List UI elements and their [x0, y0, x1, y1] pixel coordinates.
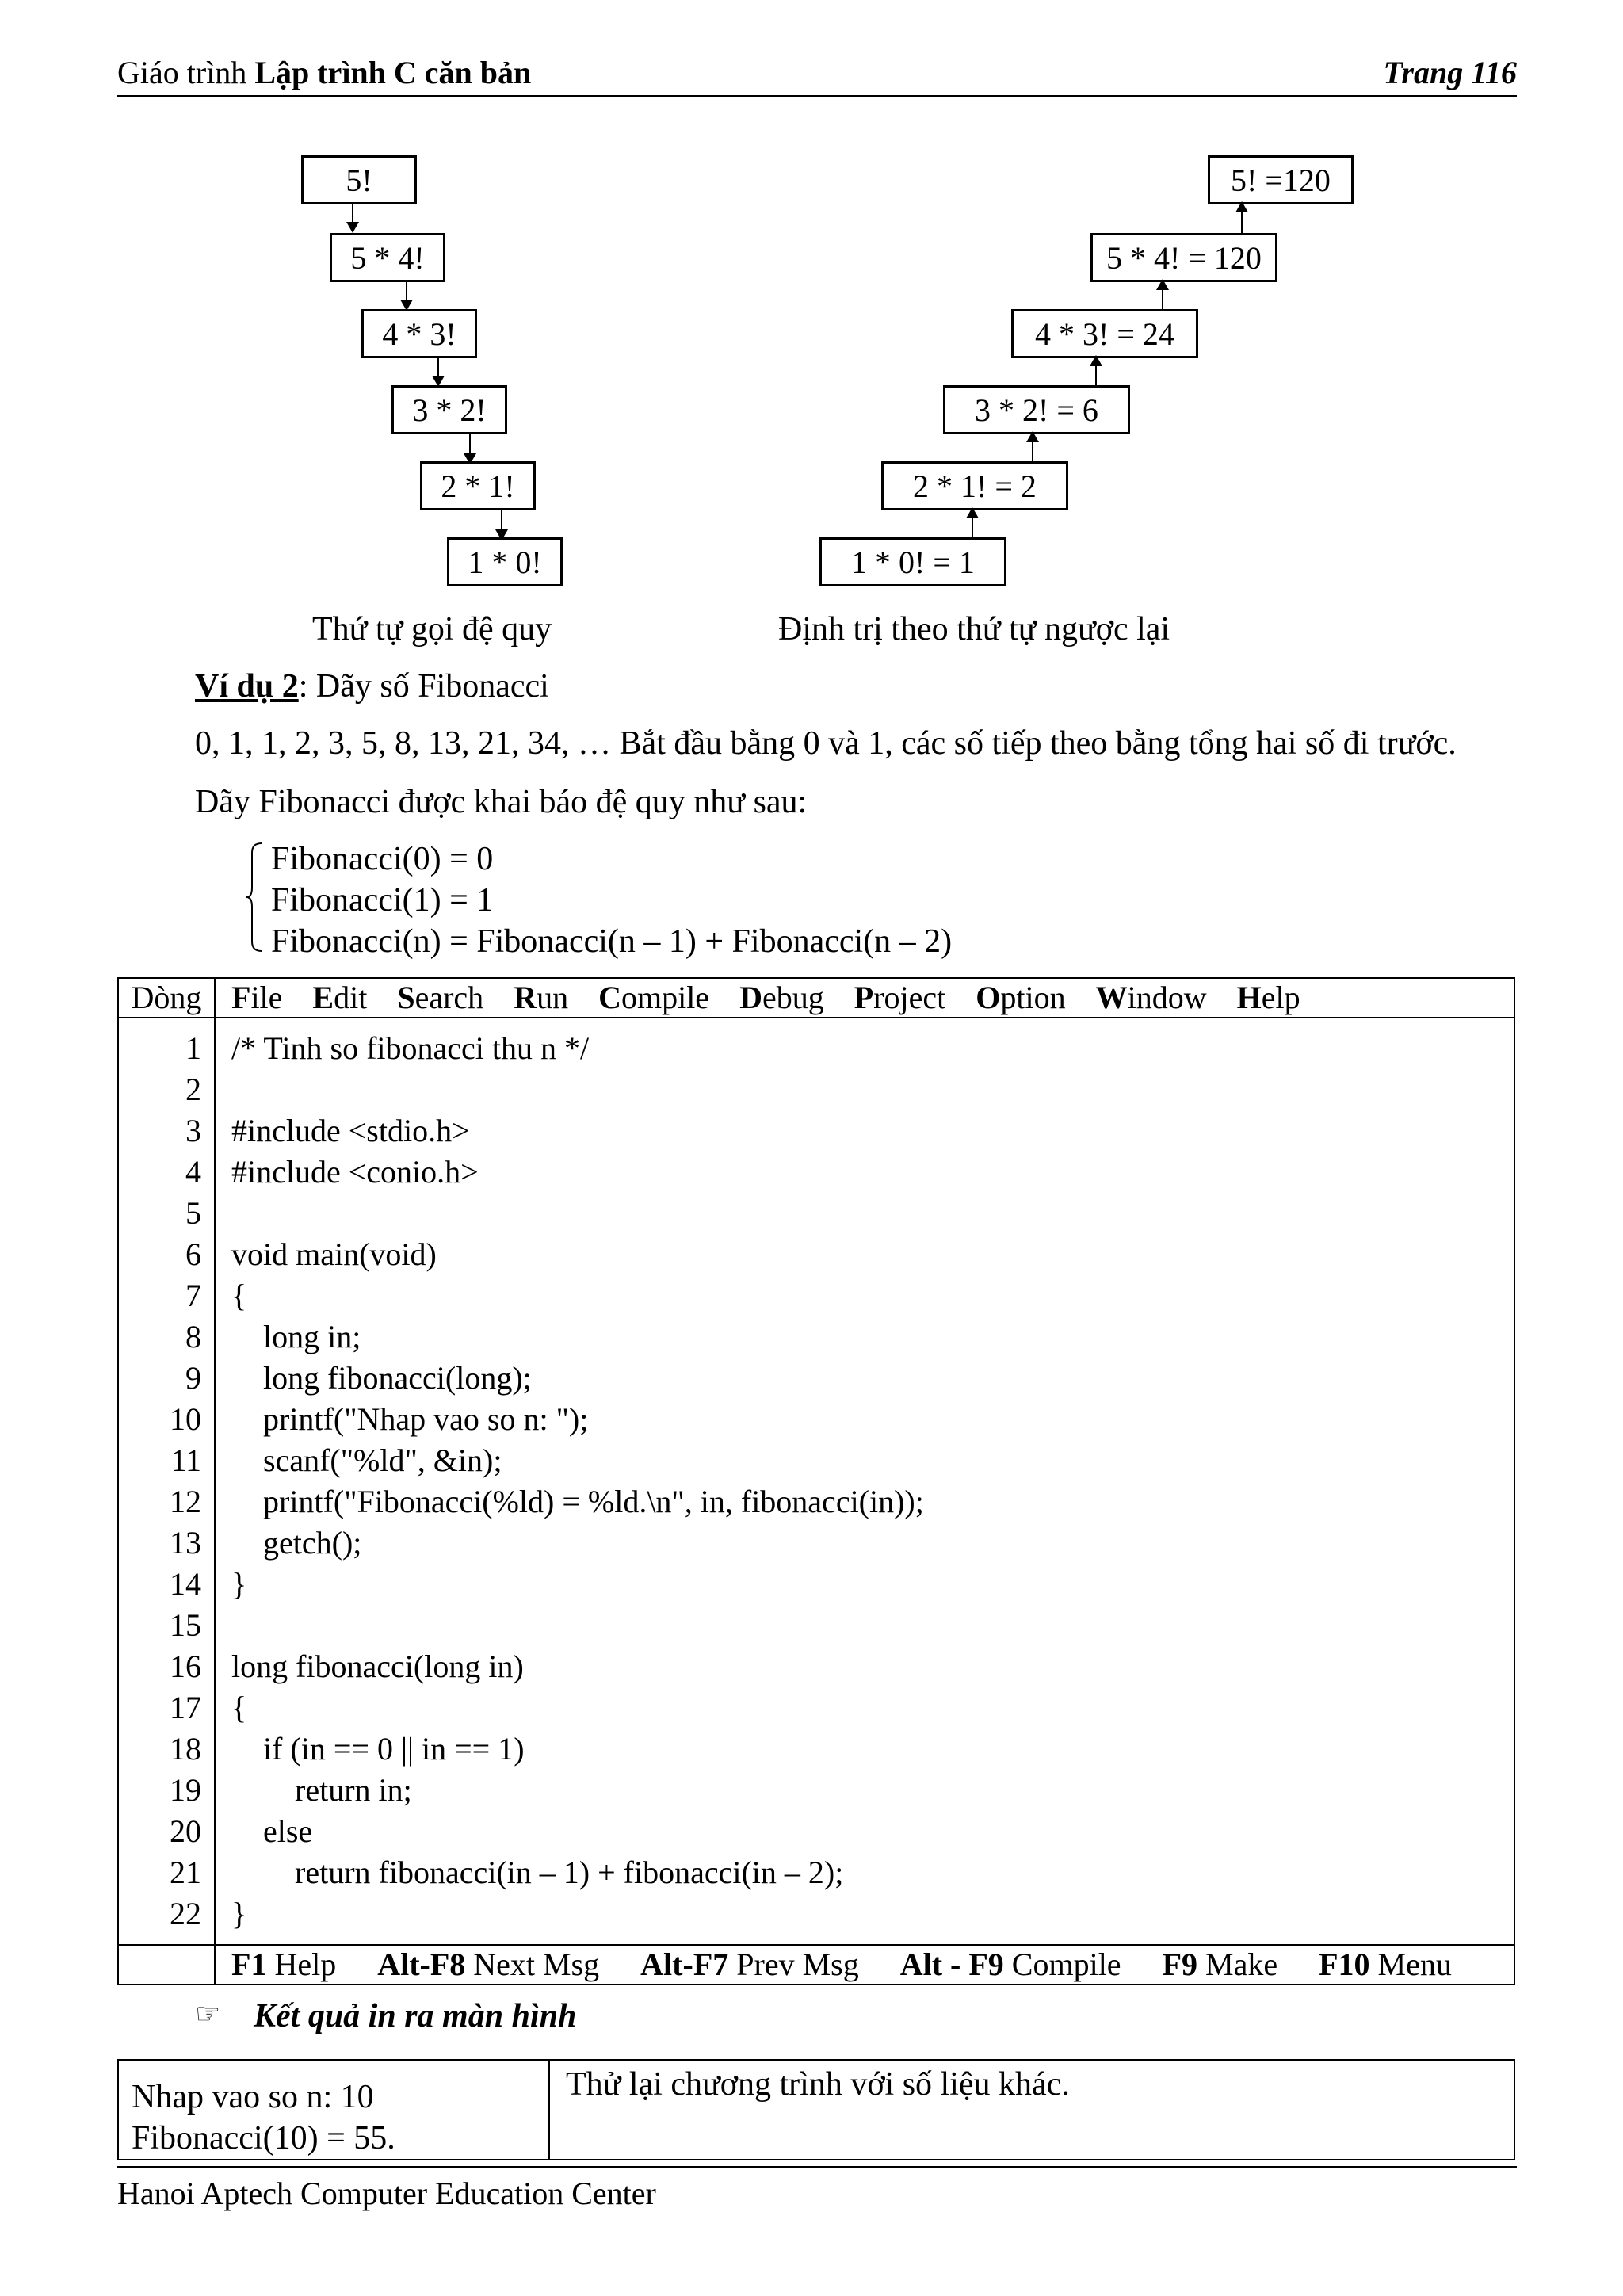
code-line: long in;	[231, 1319, 361, 1354]
page-number: Trang 116	[1383, 55, 1517, 90]
menu-rest: indow	[1127, 980, 1207, 1015]
eval-arrowhead-3	[1090, 355, 1102, 366]
eval-box-4: 3 * 2! = 6	[943, 385, 1130, 434]
code-line: long fibonacci(long);	[231, 1360, 532, 1396]
code-line: /* Tinh so fibonacci thu n */	[231, 1030, 590, 1066]
call-box-4: 3 * 2!	[391, 385, 507, 434]
line-number: 10	[170, 1401, 201, 1437]
menu-hotkey: S	[397, 980, 415, 1015]
result-title: Kết quả in ra màn hình	[254, 1998, 577, 2034]
line-number: 9	[185, 1360, 201, 1396]
menu-rest: roject	[873, 980, 946, 1015]
call-box-3: 4 * 3!	[361, 309, 477, 358]
fkey-next-msg[interactable]	[377, 1946, 599, 1982]
ide-window	[117, 977, 1515, 1985]
header-course-prefix: Giáo trình	[117, 55, 255, 90]
line-number: 3	[185, 1113, 201, 1148]
eval-arrowhead-5	[966, 507, 979, 518]
line-number: 21	[170, 1855, 201, 1890]
line-number: 5	[185, 1195, 201, 1231]
code-line: #include <conio.h>	[231, 1154, 479, 1190]
line-number: 1	[185, 1030, 201, 1066]
code-line: {	[231, 1690, 247, 1725]
code-line: #include <stdio.h>	[231, 1113, 470, 1148]
fkey-label: Help	[266, 1946, 337, 1982]
menu-rest: ebug	[762, 980, 824, 1015]
fkey-key: Alt - F9	[899, 1946, 1004, 1982]
menu-rest: ile	[250, 980, 283, 1015]
line-header	[118, 978, 215, 1018]
line-header-label: Dòng	[131, 980, 202, 1015]
fkey-label: Menu	[1369, 1946, 1452, 1982]
code-line: return fibonacci(in – 1) + fibonacci(in – 2);	[231, 1855, 844, 1890]
status-spacer	[118, 1945, 215, 1985]
line-number: 18	[170, 1731, 201, 1767]
menu-help[interactable]	[1237, 980, 1300, 1015]
menu-hotkey: C	[598, 980, 621, 1015]
code-line	[231, 1069, 1514, 1110]
eval-box-5: 2 * 1! = 2	[881, 461, 1068, 510]
menu-rest: elp	[1261, 980, 1300, 1015]
code-line: return in;	[231, 1772, 412, 1808]
line-number: 22	[170, 1896, 201, 1931]
definition-list	[271, 839, 952, 962]
fibonacci-intro: Dãy Fibonacci được khai báo đệ quy như sau:	[195, 784, 808, 820]
header-course-title: Lập trình C căn bản	[254, 55, 532, 90]
menu-window[interactable]	[1096, 980, 1207, 1015]
code-line	[231, 1605, 1514, 1646]
eval-arrowhead-2	[1156, 279, 1169, 290]
menu-bar	[215, 978, 1514, 1018]
fkey-key: F1	[231, 1946, 267, 1982]
line-number: 14	[170, 1566, 201, 1602]
output-line: Fibonacci(10) = 55.	[132, 2120, 395, 2157]
eval-box-1: 5! =120	[1208, 155, 1354, 204]
menu-rest: dit	[334, 980, 368, 1015]
code-line: void main(void)	[231, 1236, 437, 1272]
menu-option[interactable]	[976, 980, 1065, 1015]
menu-hotkey: H	[1236, 980, 1262, 1015]
menu-rest: ompile	[621, 980, 710, 1015]
eval-arrowhead-4	[1026, 431, 1039, 442]
header-course	[117, 54, 531, 91]
code-line: long fibonacci(long in)	[231, 1648, 524, 1684]
pointing-hand-icon: ☞	[195, 1998, 221, 2030]
menu-debug[interactable]	[739, 980, 824, 1015]
fkey-compile[interactable]	[900, 1946, 1121, 1982]
menu-compile[interactable]	[598, 980, 709, 1015]
fkey-key: Alt-F8	[377, 1946, 466, 1982]
code-line	[231, 1193, 1514, 1234]
menu-edit[interactable]	[312, 980, 367, 1015]
function-key-bar	[215, 1945, 1514, 1985]
footer-text: Hanoi Aptech Computer Education Center	[117, 2176, 656, 2211]
eval-box-3: 4 * 3! = 24	[1011, 309, 1198, 358]
call-box-6: 1 * 0!	[447, 537, 563, 586]
code-line: {	[231, 1278, 247, 1313]
menu-hotkey: E	[312, 980, 334, 1015]
menu-rest: un	[537, 980, 569, 1015]
call-box-1: 5!	[301, 155, 417, 204]
eval-order-caption: Định trị theo thứ tự ngược lại	[778, 611, 1170, 648]
code-line: }	[231, 1566, 247, 1602]
call-arrowhead-1	[346, 222, 359, 233]
code-line: else	[231, 1813, 313, 1849]
code-line: scanf("%ld", &in);	[231, 1442, 502, 1478]
call-order-caption: Thứ tự gọi đệ quy	[312, 611, 552, 648]
line-number: 12	[170, 1484, 201, 1519]
menu-hotkey: R	[514, 980, 537, 1015]
menu-hotkey: P	[854, 980, 874, 1015]
line-number: 4	[185, 1154, 201, 1190]
line-number: 15	[170, 1607, 201, 1643]
definition-brace	[246, 842, 263, 953]
line-number: 11	[170, 1442, 201, 1478]
footer-rule	[117, 2166, 1517, 2168]
fkey-menu[interactable]	[1319, 1946, 1452, 1982]
output-line: Nhap vao so n: 10	[132, 2079, 374, 2115]
eval-arrowhead-1	[1235, 201, 1248, 212]
fkey-help[interactable]	[231, 1946, 336, 1982]
fkey-key: F10	[1319, 1946, 1370, 1982]
line-number: 17	[170, 1690, 201, 1725]
code-line: }	[231, 1896, 247, 1931]
menu-hotkey: D	[739, 980, 762, 1015]
code-line: printf("Fibonacci(%ld) = %ld.\n", in, fibonacci(in));	[231, 1484, 924, 1519]
definition-line: Fibonacci(1) = 1	[271, 882, 494, 919]
call-box-5: 2 * 1!	[420, 461, 536, 510]
line-number: 19	[170, 1772, 201, 1808]
line-number: 20	[170, 1813, 201, 1849]
result-output	[118, 2060, 549, 2160]
call-box-2: 5 * 4!	[330, 233, 445, 282]
fkey-key: F9	[1162, 1946, 1197, 1982]
code-line: if (in == 0 || in == 1)	[231, 1731, 525, 1767]
line-number: 7	[185, 1278, 201, 1313]
fkey-label: Next Msg	[465, 1946, 600, 1982]
eval-box-2: 5 * 4! = 120	[1090, 233, 1277, 282]
menu-hotkey: W	[1095, 980, 1128, 1015]
fkey-prev-msg[interactable]	[640, 1946, 859, 1982]
definition-line: Fibonacci(n) = Fibonacci(n – 1) + Fibonacci(n – 2)	[271, 923, 953, 960]
fkey-label: Compile	[1003, 1946, 1121, 1982]
result-note: Thử lại chương trình với số liệu khác.	[549, 2060, 1514, 2160]
menu-project[interactable]	[854, 980, 946, 1015]
code-line: printf("Nhap vao so n: ");	[231, 1401, 589, 1437]
line-number: 16	[170, 1648, 201, 1684]
result-table	[117, 2059, 1515, 2160]
fkey-key: Alt-F7	[640, 1946, 729, 1982]
menu-search[interactable]	[397, 980, 483, 1015]
line-number: 6	[185, 1236, 201, 1272]
fibonacci-sequence-text: 0, 1, 1, 2, 3, 5, 8, 13, 21, 34, … Bắt đầu bằng 0 và 1, các số tiếp theo bằng tổng hai số đi trước.	[195, 725, 1457, 762]
definition-line: Fibonacci(0) = 0	[271, 841, 494, 877]
menu-run[interactable]	[514, 980, 568, 1015]
fkey-make[interactable]	[1163, 1946, 1278, 1982]
menu-file[interactable]	[231, 980, 282, 1015]
line-number: 2	[185, 1072, 201, 1107]
line-numbers	[118, 1018, 215, 1945]
eval-box-6: 1 * 0! = 1	[819, 537, 1006, 586]
header-rule	[117, 95, 1517, 97]
menu-hotkey: F	[231, 980, 251, 1015]
code-editor[interactable]	[215, 1018, 1514, 1945]
line-number: 8	[185, 1319, 201, 1354]
example-title: : Dãy số Fibonacci	[298, 668, 549, 705]
fkey-label: Prev Msg	[728, 1946, 859, 1982]
menu-rest: ption	[1000, 980, 1066, 1015]
code-line: getch();	[231, 1525, 362, 1561]
example-label: Ví dụ 2	[195, 668, 299, 705]
menu-hotkey: O	[976, 980, 1001, 1015]
line-number: 13	[170, 1525, 201, 1561]
example-heading	[195, 667, 549, 705]
fkey-label: Make	[1197, 1946, 1278, 1982]
menu-rest: earch	[414, 980, 484, 1015]
